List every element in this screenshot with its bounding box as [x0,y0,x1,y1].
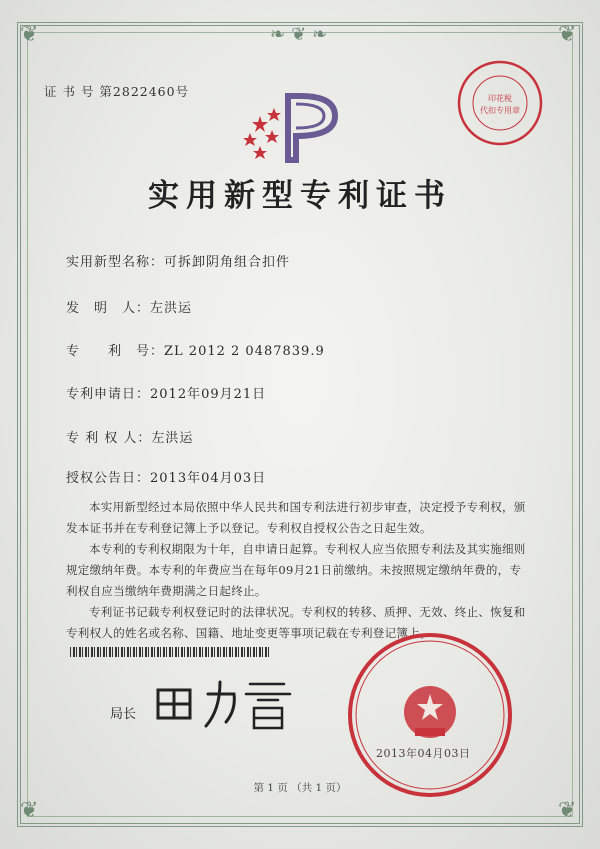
svg-text:印花税: 印花税 [488,94,512,103]
patent-office-logo [240,88,350,168]
paragraph-term: 本专利的专利权期限为十年，自申请日起算。专利权人应当依照专利法及其实施细则规定缴纳年费。本专利的年费应当在每年09月21日前缴纳。未按照规定缴纳年费的，专利权自应当缴纳年费期满之日起终止。 [66,542,526,598]
agency-seal [455,58,545,148]
office-seal [345,630,515,800]
top-center-ornament: ❧❦❧ [270,24,334,45]
corner-ornament-bottom-right: ❦ [558,798,577,823]
director-signature [150,670,300,740]
corner-ornament-bottom-left: ❦ [20,798,39,823]
inventor: 发 明 人：左洪运 [66,301,193,316]
patentee: 专 利 权 人：左洪运 [66,431,194,446]
svg-text:代扣专用章: 代扣专用章 [480,106,520,115]
barcode [70,647,270,657]
director-label: 局长 [110,707,137,722]
filing-date: 专利申请日：2012年09月21日 [66,387,267,402]
corner-ornament-top-left: ❦ [20,22,39,47]
paragraph-legal-status: 专利证书记载专利权登记时的法律状况。专利权的转移、质押、无效、终止、恢复和专利权人的姓名或名称、国籍、地址变更等事项记载在专利登记簿上。 [66,605,526,640]
seal-date: 2013年04月03日 [376,747,471,760]
utility-model-name: 实用新型名称：可拆卸阴角组合扣件 [66,255,291,270]
certificate-title: 实用新型专利证书 [148,178,452,214]
patent-number: 专 利 号：ZL 2012 2 0487839.9 [66,344,325,359]
paragraph-grant: 本实用新型经过本局依照中华人民共和国专利法进行初步审查，决定授予专利权，颁发本证书并在专利登记簿上予以登记。专利权自授权公告之日起生效。 [66,500,526,535]
page-indicator: 第 1 页 （共 1 页） [253,782,347,794]
corner-ornament-top-right: ❦ [558,22,577,47]
grant-announcement-date: 授权公告日：2013年04月03日 [66,471,267,486]
certificate-number: 证 书 号 第2822460号 [44,84,190,99]
